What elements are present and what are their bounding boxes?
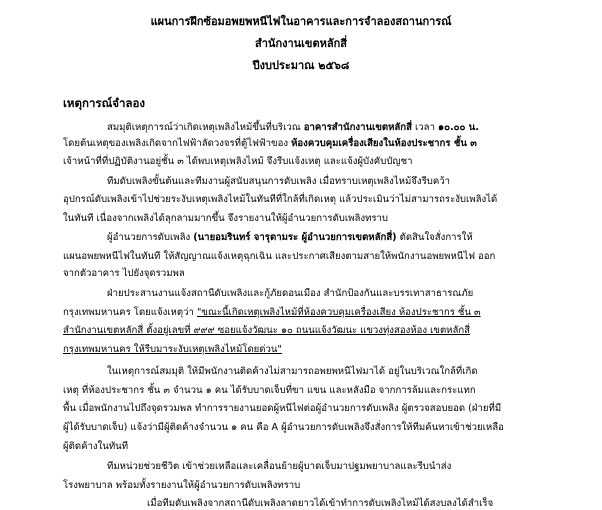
document-title-line-3: ปีงบประมาณ ๒๕๖๘ [252,59,350,72]
body-text: กรุงเทพมหานคร โดยแจ้งเหตุว่า [63,307,197,318]
body-text: เมื่อทีมดับเพลิงจากสถานีดับเพลิงลาดยาวได้เข้าทำการดับเพลิงไหม้ได้สงบลงได้สำเร็จ [147,498,494,509]
body-text: ผู้ได้รับบาดเจ็บ) แจ้งว่ามีผู้ติดค้างจำนวน ๑ คน คือ A ผู้อำนวยการดับเพลิงจึงสั่งการให้ทีมค้นหาเข้าช่วยเหลือ [63,422,504,433]
body-line [107,287,473,300]
body-text: โรงพยาบาล พร้อมทั้งรายงานให้ผู้อำนวยการดับเพลิงทราบ [63,480,301,491]
body-text: ทีมดับเพลิงขั้นต้นและทีมงานผู้สนับสนุนการดับเพลิง เมื่อทราบเหตุเพลิงไหม้จึงรีบคว้า [107,176,451,187]
underlined-text: กรุงเทพมหานคร ให้รีบมาระงับเหตุเพลิงไหม้โดยด่วน" [63,344,282,355]
body-text: สมมุติเหตุการณ์ว่าเกิดเหตุเพลิงไหม้ขึ้นที่บริเวณ [107,122,304,133]
body-line [107,365,478,378]
body-text: ตัดสินใจสั่งการให้ [396,232,473,243]
body-text: อุปกรณ์ดับเพลิงเข้าไปช่วยระงับเหตุเพลิงไหม้ในทันทีที่ใกล้ที่เกิดเหตุ แล้วประเมินว่าไม่สามารถระงับเพลิงได้ [63,194,498,205]
body-line [107,175,450,188]
bold-text: อาคารสำนักงานเขตหลักสี่ [303,122,412,133]
body-line [63,155,412,168]
body-line [147,497,493,510]
section-heading-text: เหตุการณ์จำลอง [63,96,146,110]
body-text: ฝ่ายประสานงานแจ้งสถานีดับเพลิงและกู้ภัยดอนเมือง สำนักป้องกันและบรรเทาสาธารณภัย [107,288,474,299]
body-text: เหตุ ที่ห้องประชากร ชั้น ๓ จำนวน ๑ คน ได้รับบาดเจ็บที่ขา แขน และหลังมือ จากการล้มและกระแทก [63,385,476,396]
body-line [63,267,185,280]
body-text: ในทันที เนื่องจากเพลิงได้ลุกลามมากขึ้น จึงรายงานให้ผู้อำนวยการดับเพลิงทราบ [63,213,389,224]
underlined-text: "ขณะนี้เกิดเหตุเพลิงไหม้ที่ห้องควบคุมเครื่องเสียง ห้องประชากร ชั้น ๓ [196,307,481,318]
body-line [107,460,451,473]
body-text: ผู้อำนวยการดับเพลิง [107,232,194,243]
body-line [63,306,481,319]
body-text: จากตัวอาคาร ไปยังจุดรวมพล [63,268,185,279]
body-line [63,402,501,415]
document-title-line-1: แผนการฝึกซ้อมอพยพหนีไฟในอาคารและการจำลองสถานการณ์ [150,15,452,28]
body-line [63,212,388,225]
body-text: ในเหตุการณ์สมมุติ ให้มีพนักงานติดค้างไม่สามารถอพยพหนีไฟมาได้ อยู่ในบริเวณใกล้ที่เกิด [107,366,478,377]
underlined-text: สำนักงานเขตหลักสี่ ตั้งอยู่เลขที่ ๙๙๙ ซอยแจ้งวัฒนะ ๑๐ ถนนแจ้งวัฒนะ แขวงทุ่งสองห้อง เขตหลักสี่ [63,325,471,336]
body-text: เวลา [411,122,439,133]
body-line [63,479,300,492]
body-line [107,231,473,244]
body-text: เจ้าหน้าที่ที่ปฏิบัติงานอยู่ชั้น ๓ ได้พบเหตุเพลิงไหม้ จึงรีบแจ้งเหตุ และแจ้งผู้บังคับบัญชา [63,156,413,167]
body-line [63,324,470,337]
body-line [63,343,282,356]
body-text: โดยต้นเหตุของเพลิงเกิดจากไฟฟ้าลัดวงจรที่ตู้ไฟฟ้าของ [63,138,292,149]
body-text: ทีมหน่วยช่วยชีวิต เข้าช่วยเหลือและเคลื่อนย้ายผู้บาดเจ็บมาปฐมพยาบาลและรีบนำส่ง [107,461,452,472]
body-line [63,137,477,150]
body-line [63,440,128,453]
body-line [107,121,479,134]
body-text: พื้น เมื่อพนักงานไปถึงจุดรวมพล ทำการรายงานยอดผู้หนีไฟต่อผู้อำนวยการดับเพลิง ผู้ตรวจสอบยอด (ฝ่ายที่มี [63,403,502,414]
body-line [63,421,504,434]
body-text: แผนอพยพหนีไฟในทันที ให้สัญญาณแจ้งเหตุฉุกเฉิน และประกาศเสียงตามสายให้พนักงานอพยพหนีไฟ ออก [63,251,496,262]
bold-text: ห้องควบคุมเครื่องเสียงในห้องประชากร ชั้น ๓ [291,138,477,149]
body-line [63,193,497,206]
section-heading [63,96,145,110]
body-line [63,384,476,397]
body-line [63,250,495,263]
document-title-line-2: สำนักงานเขตหลักสี่ [255,37,347,50]
bold-text: (นายอมรินทร์ จารุตามระ ผู้อำนวยการเขตหลักสี่) [193,232,397,243]
bold-text: ๑๐.๐๐ น. [438,122,479,133]
body-text: ผู้ติดค้างในทันที [63,441,129,452]
